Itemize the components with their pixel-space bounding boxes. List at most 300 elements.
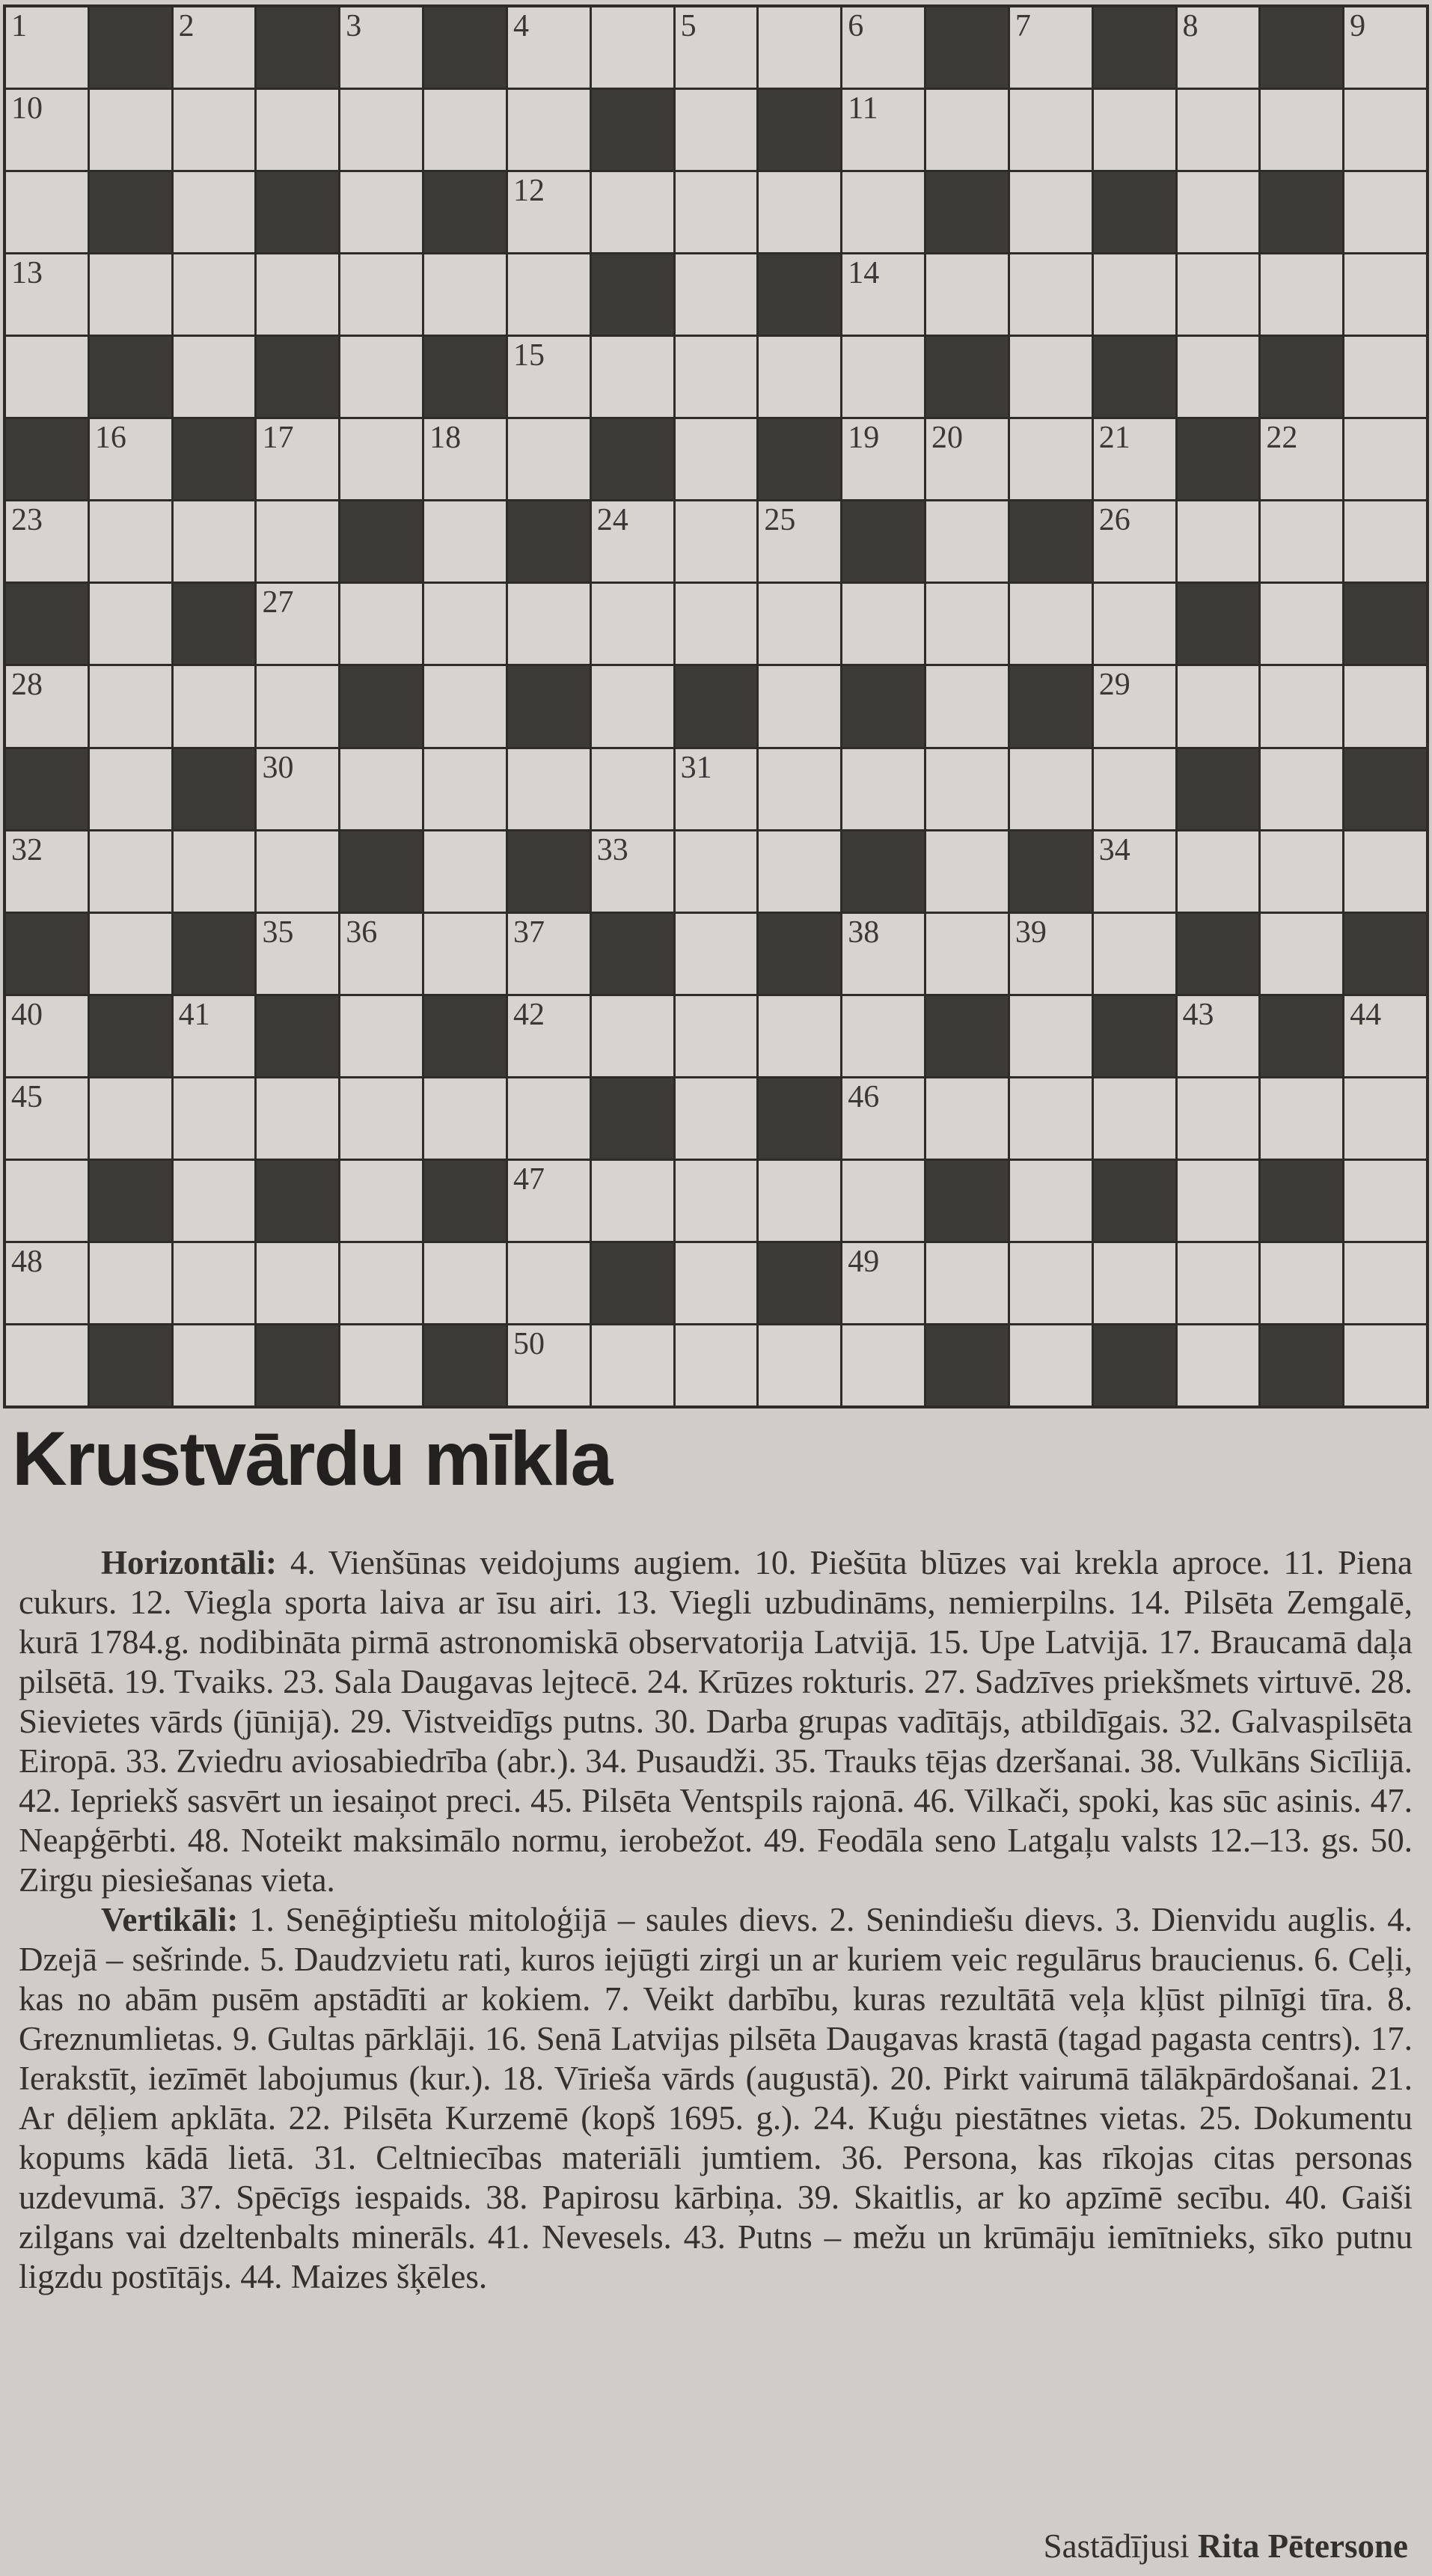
cell-number: 17 bbox=[262, 421, 294, 456]
letter-cell[interactable] bbox=[1261, 666, 1342, 746]
letter-cell[interactable] bbox=[6, 172, 88, 252]
letter-cell[interactable] bbox=[90, 254, 171, 335]
black-cell bbox=[257, 337, 338, 417]
cell-number: 30 bbox=[262, 750, 294, 785]
letter-cell[interactable] bbox=[592, 584, 673, 664]
cell-number: 25 bbox=[764, 503, 796, 538]
cell-number: 33 bbox=[596, 832, 628, 867]
black-cell bbox=[926, 172, 1008, 252]
letter-cell[interactable] bbox=[424, 254, 506, 335]
black-cell bbox=[174, 914, 255, 994]
letter-cell[interactable] bbox=[424, 914, 506, 994]
cell-number: 47 bbox=[512, 1162, 545, 1197]
black-cell bbox=[424, 337, 506, 417]
letter-cell[interactable] bbox=[340, 172, 422, 252]
letter-cell[interactable] bbox=[759, 1161, 840, 1241]
black-cell bbox=[592, 914, 673, 994]
letter-cell[interactable] bbox=[1094, 1078, 1175, 1159]
letter-cell-numbered[interactable] bbox=[1010, 7, 1092, 88]
letter-cell[interactable] bbox=[1010, 172, 1092, 252]
letter-cell[interactable] bbox=[1010, 337, 1092, 417]
cell-number: 40 bbox=[11, 997, 43, 1032]
letter-cell[interactable] bbox=[1010, 1078, 1092, 1159]
black-cell bbox=[90, 7, 171, 88]
letter-cell[interactable] bbox=[1344, 419, 1426, 499]
letter-cell[interactable] bbox=[340, 1161, 422, 1241]
black-cell bbox=[1178, 914, 1259, 994]
letter-cell[interactable] bbox=[676, 914, 757, 994]
letter-cell[interactable] bbox=[257, 501, 338, 582]
cell-number: 13 bbox=[11, 256, 43, 291]
black-cell bbox=[1094, 172, 1175, 252]
letter-cell-numbered[interactable] bbox=[842, 1243, 924, 1323]
letter-cell-numbered[interactable] bbox=[6, 7, 88, 88]
letter-cell[interactable] bbox=[90, 666, 171, 746]
letter-cell[interactable] bbox=[1261, 90, 1342, 170]
letter-cell-numbered[interactable] bbox=[508, 172, 590, 252]
letter-cell[interactable] bbox=[90, 914, 171, 994]
letter-cell[interactable] bbox=[340, 1243, 422, 1323]
letter-cell-numbered[interactable] bbox=[842, 914, 924, 994]
black-cell bbox=[90, 996, 171, 1076]
letter-cell[interactable] bbox=[424, 666, 506, 746]
letter-cell[interactable] bbox=[340, 90, 422, 170]
letter-cell[interactable] bbox=[1261, 749, 1342, 829]
letter-cell[interactable] bbox=[1344, 254, 1426, 335]
letter-cell[interactable] bbox=[759, 584, 840, 664]
cell-number: 16 bbox=[94, 421, 126, 456]
letter-cell[interactable] bbox=[676, 337, 757, 417]
letter-cell[interactable] bbox=[592, 666, 673, 746]
letter-cell[interactable] bbox=[759, 749, 840, 829]
letter-cell[interactable] bbox=[508, 584, 590, 664]
letter-cell[interactable] bbox=[340, 337, 422, 417]
across-clues bbox=[19, 1543, 1413, 1900]
letter-cell-numbered[interactable] bbox=[676, 7, 757, 88]
black-cell bbox=[842, 831, 924, 912]
letter-cell[interactable] bbox=[842, 1161, 924, 1241]
letter-cell[interactable] bbox=[592, 749, 673, 829]
letter-cell[interactable] bbox=[1261, 254, 1342, 335]
letter-cell[interactable] bbox=[926, 1243, 1008, 1323]
cell-number: 36 bbox=[346, 915, 378, 950]
black-cell bbox=[174, 419, 255, 499]
cell-number: 2 bbox=[178, 9, 195, 43]
black-cell bbox=[759, 1243, 840, 1323]
letter-cell-numbered[interactable] bbox=[90, 419, 171, 499]
letter-cell[interactable] bbox=[592, 1161, 673, 1241]
letter-cell[interactable] bbox=[174, 1243, 255, 1323]
cell-number: 22 bbox=[1266, 421, 1298, 456]
letter-cell[interactable] bbox=[676, 996, 757, 1076]
letter-cell-numbered[interactable] bbox=[759, 501, 840, 582]
letter-cell[interactable] bbox=[340, 254, 422, 335]
cell-number: 21 bbox=[1098, 421, 1130, 456]
letter-cell[interactable] bbox=[1261, 914, 1342, 994]
letter-cell-numbered[interactable] bbox=[6, 1078, 88, 1159]
letter-cell[interactable] bbox=[174, 666, 255, 746]
letter-cell[interactable] bbox=[842, 337, 924, 417]
letter-cell[interactable] bbox=[1178, 1243, 1259, 1323]
letter-cell[interactable] bbox=[926, 584, 1008, 664]
letter-cell-numbered[interactable] bbox=[676, 749, 757, 829]
letter-cell[interactable] bbox=[676, 1243, 757, 1323]
letter-cell[interactable] bbox=[174, 831, 255, 912]
letter-cell[interactable] bbox=[676, 90, 757, 170]
letter-cell-numbered[interactable] bbox=[508, 1161, 590, 1241]
letter-cell-numbered[interactable] bbox=[340, 914, 422, 994]
letter-cell-numbered[interactable] bbox=[6, 666, 88, 746]
letter-cell[interactable] bbox=[676, 1161, 757, 1241]
letter-cell-numbered[interactable] bbox=[174, 7, 255, 88]
letter-cell[interactable] bbox=[1344, 1078, 1426, 1159]
letter-cell[interactable] bbox=[508, 1078, 590, 1159]
letter-cell[interactable] bbox=[926, 666, 1008, 746]
letter-cell-numbered[interactable] bbox=[926, 419, 1008, 499]
letter-cell-numbered[interactable] bbox=[340, 7, 422, 88]
letter-cell-numbered[interactable] bbox=[174, 996, 255, 1076]
letter-cell[interactable] bbox=[1344, 90, 1426, 170]
letter-cell[interactable] bbox=[926, 1078, 1008, 1159]
cell-number: 15 bbox=[512, 338, 545, 373]
letter-cell-numbered[interactable] bbox=[842, 419, 924, 499]
letter-cell[interactable] bbox=[1094, 914, 1175, 994]
letter-cell[interactable] bbox=[340, 996, 422, 1076]
letter-cell[interactable] bbox=[90, 831, 171, 912]
letter-cell-numbered[interactable] bbox=[1261, 419, 1342, 499]
black-cell bbox=[592, 1078, 673, 1159]
letter-cell-numbered[interactable] bbox=[508, 1325, 590, 1405]
black-cell bbox=[1178, 584, 1259, 664]
black-cell bbox=[424, 7, 506, 88]
black-cell bbox=[90, 172, 171, 252]
black-cell bbox=[759, 90, 840, 170]
letter-cell[interactable] bbox=[6, 1325, 88, 1405]
letter-cell[interactable] bbox=[257, 1243, 338, 1323]
letter-cell-numbered[interactable] bbox=[1094, 419, 1175, 499]
letter-cell[interactable] bbox=[340, 1325, 422, 1405]
cell-number: 46 bbox=[848, 1079, 880, 1114]
byline-prefix: Sastādījusi bbox=[1043, 2527, 1190, 2565]
letter-cell[interactable] bbox=[6, 1161, 88, 1241]
letter-cell-numbered[interactable] bbox=[1178, 996, 1259, 1076]
letter-cell[interactable] bbox=[926, 914, 1008, 994]
black-cell bbox=[592, 1243, 673, 1323]
across-clues-text: 4. Vienšūnas veidojums augiem. 10. Piešūta blūzes vai krekla aproce. 11. Piena cukurs. 12. Viegla sporta laiva ar īsu airi. 13. Viegli uzbudināms, nemierpilns. 14. Pilsēta Zemgalē, kurā 1784.g. nodibināta pirmā astronomiskā observatorija Latvijā. 15. Upe Latvijā. 17. Braucamā daļa pilsētā. 19. Tvaiks. 23. Sala Daugavas lejtecē. 24. Krūzes rokturis. 27. Sadzīves priekšmets virtuvē. 28. Sievietes vārds (jūnijā). 29. Vistveidīgs putns. 30. Darba grupas vadītājs, atbildīgais. 32. Galvaspilsēta Eiropā. 33. Zviedru aviosabiedrība (abr.). 34. Pusaudži. 35. Trauks tējas dzeršanai. 38. Vulkāns Sicīlijā. 42. Iepriekš sasvērt un iesaiņot preci. 45. Pilsēta Ventspils rajonā. 46. Vilkači, spoki, kas sūc asinis. 47. Neapģērbti. 48. Noteikt maksimālo normu, ierobežot. 49. Feodāla seno Latgaļu valsts 12.–13. gs. 50. Zirgu piesiešanas vieta. bbox=[19, 1544, 1413, 1899]
letter-cell[interactable] bbox=[1010, 254, 1092, 335]
letter-cell[interactable] bbox=[1178, 90, 1259, 170]
letter-cell[interactable] bbox=[90, 749, 171, 829]
black-cell bbox=[842, 501, 924, 582]
letter-cell[interactable] bbox=[1178, 172, 1259, 252]
letter-cell[interactable] bbox=[340, 749, 422, 829]
black-cell bbox=[508, 501, 590, 582]
letter-cell[interactable] bbox=[90, 90, 171, 170]
letter-cell[interactable] bbox=[592, 996, 673, 1076]
letter-cell[interactable] bbox=[1010, 996, 1092, 1076]
black-cell bbox=[90, 1325, 171, 1405]
cell-number: 32 bbox=[11, 832, 43, 867]
letter-cell[interactable] bbox=[174, 1325, 255, 1405]
letter-cell[interactable] bbox=[1344, 172, 1426, 252]
letter-cell[interactable] bbox=[257, 90, 338, 170]
letter-cell[interactable] bbox=[592, 337, 673, 417]
letter-cell[interactable] bbox=[926, 254, 1008, 335]
letter-cell[interactable] bbox=[90, 584, 171, 664]
letter-cell[interactable] bbox=[676, 584, 757, 664]
letter-cell-numbered[interactable] bbox=[508, 914, 590, 994]
letter-cell[interactable] bbox=[842, 1325, 924, 1405]
letter-cell[interactable] bbox=[174, 1161, 255, 1241]
black-cell bbox=[842, 666, 924, 746]
black-cell bbox=[1178, 419, 1259, 499]
letter-cell-numbered[interactable] bbox=[592, 501, 673, 582]
letter-cell[interactable] bbox=[257, 831, 338, 912]
letter-cell[interactable] bbox=[1261, 1078, 1342, 1159]
cell-number: 9 bbox=[1350, 9, 1366, 43]
cell-number: 6 bbox=[848, 9, 864, 43]
black-cell bbox=[424, 1161, 506, 1241]
black-cell bbox=[90, 1161, 171, 1241]
letter-cell[interactable] bbox=[1178, 501, 1259, 582]
letter-cell[interactable] bbox=[759, 996, 840, 1076]
letter-cell[interactable] bbox=[1261, 501, 1342, 582]
letter-cell[interactable] bbox=[508, 254, 590, 335]
letter-cell[interactable] bbox=[926, 831, 1008, 912]
letter-cell[interactable] bbox=[424, 584, 506, 664]
letter-cell[interactable] bbox=[257, 254, 338, 335]
letter-cell[interactable] bbox=[174, 254, 255, 335]
letter-cell[interactable] bbox=[508, 749, 590, 829]
black-cell bbox=[424, 996, 506, 1076]
cell-number: 37 bbox=[512, 915, 545, 950]
letter-cell-numbered[interactable] bbox=[6, 996, 88, 1076]
letter-cell[interactable] bbox=[90, 501, 171, 582]
letter-cell-numbered[interactable] bbox=[842, 90, 924, 170]
letter-cell[interactable] bbox=[508, 419, 590, 499]
byline bbox=[1044, 2528, 1408, 2566]
letter-cell[interactable] bbox=[842, 172, 924, 252]
cell-number: 50 bbox=[512, 1326, 545, 1361]
letter-cell[interactable] bbox=[424, 831, 506, 912]
letter-cell[interactable] bbox=[1010, 749, 1092, 829]
letter-cell-numbered[interactable] bbox=[6, 254, 88, 335]
letter-cell[interactable] bbox=[174, 172, 255, 252]
letter-cell[interactable] bbox=[676, 501, 757, 582]
letter-cell-numbered[interactable] bbox=[1094, 831, 1175, 912]
letter-cell[interactable] bbox=[676, 172, 757, 252]
letter-cell-numbered[interactable] bbox=[1344, 996, 1426, 1076]
letter-cell[interactable] bbox=[926, 501, 1008, 582]
letter-cell[interactable] bbox=[1178, 666, 1259, 746]
black-cell bbox=[90, 337, 171, 417]
letter-cell[interactable] bbox=[1178, 1325, 1259, 1405]
letter-cell-numbered[interactable] bbox=[257, 914, 338, 994]
cell-number: 5 bbox=[680, 9, 697, 43]
letter-cell-numbered[interactable] bbox=[508, 7, 590, 88]
letter-cell[interactable] bbox=[340, 584, 422, 664]
letter-cell[interactable] bbox=[676, 254, 757, 335]
letter-cell[interactable] bbox=[1178, 1161, 1259, 1241]
black-cell bbox=[592, 90, 673, 170]
letter-cell[interactable] bbox=[759, 1325, 840, 1405]
black-cell bbox=[257, 1161, 338, 1241]
letter-cell-numbered[interactable] bbox=[257, 749, 338, 829]
black-cell bbox=[508, 831, 590, 912]
letter-cell[interactable] bbox=[842, 996, 924, 1076]
letter-cell[interactable] bbox=[174, 1078, 255, 1159]
letter-cell[interactable] bbox=[1178, 254, 1259, 335]
letter-cell[interactable] bbox=[90, 1078, 171, 1159]
letter-cell-numbered[interactable] bbox=[842, 254, 924, 335]
crossword-grid bbox=[3, 4, 1429, 1408]
letter-cell[interactable] bbox=[1094, 584, 1175, 664]
letter-cell[interactable] bbox=[1344, 501, 1426, 582]
black-cell bbox=[174, 749, 255, 829]
letter-cell[interactable] bbox=[759, 666, 840, 746]
letter-cell[interactable] bbox=[424, 501, 506, 582]
letter-cell-numbered[interactable] bbox=[6, 831, 88, 912]
cell-number: 34 bbox=[1098, 832, 1130, 867]
letter-cell[interactable] bbox=[508, 90, 590, 170]
letter-cell[interactable] bbox=[1344, 666, 1426, 746]
cell-number: 49 bbox=[848, 1244, 880, 1279]
letter-cell[interactable] bbox=[1094, 254, 1175, 335]
letter-cell[interactable] bbox=[6, 337, 88, 417]
letter-cell[interactable] bbox=[90, 1243, 171, 1323]
letter-cell[interactable] bbox=[842, 584, 924, 664]
letter-cell[interactable] bbox=[424, 749, 506, 829]
cell-number: 14 bbox=[848, 256, 880, 291]
letter-cell-numbered[interactable] bbox=[257, 584, 338, 664]
letter-cell[interactable] bbox=[1261, 584, 1342, 664]
letter-cell[interactable] bbox=[424, 1243, 506, 1323]
letter-cell[interactable] bbox=[676, 419, 757, 499]
letter-cell[interactable] bbox=[508, 1243, 590, 1323]
black-cell bbox=[424, 1325, 506, 1405]
cell-number: 19 bbox=[848, 421, 880, 456]
letter-cell-numbered[interactable] bbox=[1094, 666, 1175, 746]
letter-cell[interactable] bbox=[257, 1078, 338, 1159]
letter-cell-numbered[interactable] bbox=[6, 90, 88, 170]
letter-cell[interactable] bbox=[1178, 337, 1259, 417]
cell-number: 26 bbox=[1098, 503, 1130, 538]
letter-cell-numbered[interactable] bbox=[592, 831, 673, 912]
letter-cell-numbered[interactable] bbox=[424, 419, 506, 499]
letter-cell[interactable] bbox=[424, 90, 506, 170]
clues-section bbox=[0, 1543, 1432, 2297]
black-cell bbox=[1261, 996, 1342, 1076]
letter-cell[interactable] bbox=[759, 172, 840, 252]
letter-cell[interactable] bbox=[1010, 1325, 1092, 1405]
cell-number: 27 bbox=[262, 585, 294, 620]
letter-cell[interactable] bbox=[592, 1325, 673, 1405]
letter-cell-numbered[interactable] bbox=[1178, 7, 1259, 88]
letter-cell-numbered[interactable] bbox=[1010, 914, 1092, 994]
letter-cell[interactable] bbox=[340, 419, 422, 499]
black-cell bbox=[1344, 749, 1426, 829]
letter-cell[interactable] bbox=[592, 7, 673, 88]
letter-cell[interactable] bbox=[424, 1078, 506, 1159]
letter-cell[interactable] bbox=[592, 172, 673, 252]
black-cell bbox=[6, 914, 88, 994]
letter-cell[interactable] bbox=[1344, 1161, 1426, 1241]
black-cell bbox=[257, 996, 338, 1076]
letter-cell[interactable] bbox=[759, 337, 840, 417]
letter-cell-numbered[interactable] bbox=[1094, 501, 1175, 582]
letter-cell-numbered[interactable] bbox=[1344, 7, 1426, 88]
cell-number: 1 bbox=[11, 9, 27, 43]
letter-cell[interactable] bbox=[174, 501, 255, 582]
letter-cell[interactable] bbox=[676, 1078, 757, 1159]
black-cell bbox=[1094, 1161, 1175, 1241]
letter-cell[interactable] bbox=[1178, 831, 1259, 912]
letter-cell[interactable] bbox=[1344, 1325, 1426, 1405]
letter-cell[interactable] bbox=[1094, 1243, 1175, 1323]
letter-cell[interactable] bbox=[1094, 90, 1175, 170]
black-cell bbox=[1261, 1325, 1342, 1405]
black-cell bbox=[926, 337, 1008, 417]
black-cell bbox=[6, 419, 88, 499]
black-cell bbox=[759, 1078, 840, 1159]
letter-cell-numbered[interactable] bbox=[508, 337, 590, 417]
letter-cell[interactable] bbox=[1261, 1243, 1342, 1323]
letter-cell[interactable] bbox=[1344, 831, 1426, 912]
letter-cell[interactable] bbox=[1010, 419, 1092, 499]
black-cell bbox=[1344, 914, 1426, 994]
cell-number: 12 bbox=[512, 174, 545, 209]
letter-cell[interactable] bbox=[340, 1078, 422, 1159]
black-cell bbox=[1344, 584, 1426, 664]
letter-cell[interactable] bbox=[759, 831, 840, 912]
cell-number: 43 bbox=[1182, 997, 1214, 1032]
cell-number: 29 bbox=[1098, 668, 1130, 703]
cell-number: 11 bbox=[848, 91, 878, 126]
black-cell bbox=[1261, 337, 1342, 417]
letter-cell[interactable] bbox=[1010, 1161, 1092, 1241]
letter-cell[interactable] bbox=[842, 749, 924, 829]
letter-cell[interactable] bbox=[1010, 584, 1092, 664]
letter-cell-numbered[interactable] bbox=[508, 996, 590, 1076]
letter-cell[interactable] bbox=[1010, 90, 1092, 170]
black-cell bbox=[1178, 749, 1259, 829]
letter-cell[interactable] bbox=[676, 831, 757, 912]
letter-cell[interactable] bbox=[174, 90, 255, 170]
black-cell bbox=[592, 254, 673, 335]
black-cell bbox=[1010, 666, 1092, 746]
letter-cell-numbered[interactable] bbox=[6, 501, 88, 582]
cell-number: 24 bbox=[596, 503, 628, 538]
letter-cell[interactable] bbox=[926, 749, 1008, 829]
letter-cell[interactable] bbox=[676, 1325, 757, 1405]
letter-cell[interactable] bbox=[174, 337, 255, 417]
letter-cell-numbered[interactable] bbox=[6, 1243, 88, 1323]
letter-cell[interactable] bbox=[1344, 337, 1426, 417]
letter-cell[interactable] bbox=[1261, 831, 1342, 912]
letter-cell-numbered[interactable] bbox=[842, 1078, 924, 1159]
letter-cell[interactable] bbox=[759, 7, 840, 88]
letter-cell[interactable] bbox=[257, 666, 338, 746]
black-cell bbox=[1094, 1325, 1175, 1405]
letter-cell[interactable] bbox=[926, 90, 1008, 170]
letter-cell-numbered[interactable] bbox=[257, 419, 338, 499]
letter-cell[interactable] bbox=[1344, 1243, 1426, 1323]
letter-cell[interactable] bbox=[1094, 749, 1175, 829]
letter-cell[interactable] bbox=[1178, 1078, 1259, 1159]
letter-cell-numbered[interactable] bbox=[842, 7, 924, 88]
letter-cell[interactable] bbox=[1010, 1243, 1092, 1323]
cell-number: 39 bbox=[1015, 915, 1047, 950]
